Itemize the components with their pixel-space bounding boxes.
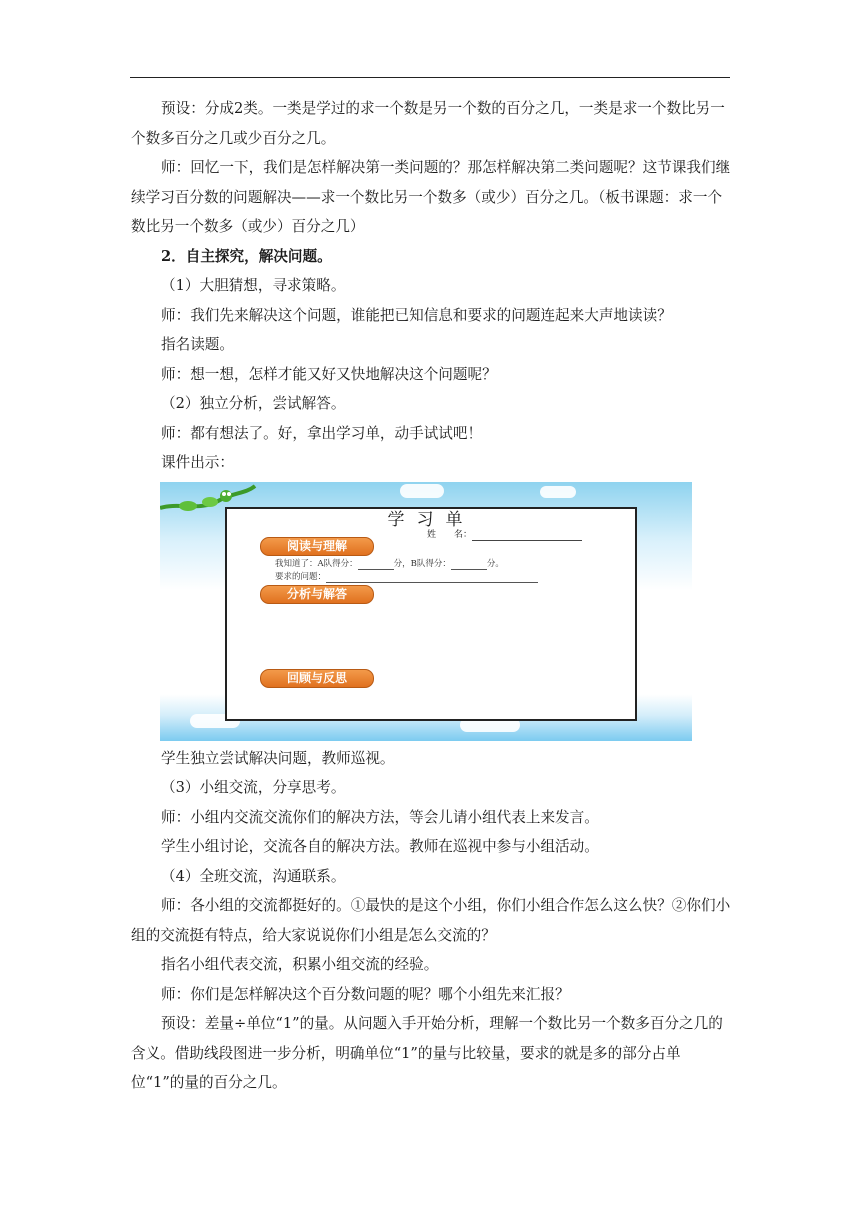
cloud-decoration	[400, 484, 444, 498]
paragraph: 师：小组内交流交流你们的解决方法，等会儿请小组代表上来发言。	[161, 808, 599, 826]
section-heading: 2．自主探究，解决问题。	[161, 247, 332, 265]
paragraph: （1）大胆猜想，寻求策略。	[161, 277, 346, 294]
paragraph: （3）小组交流，分享思考。	[161, 779, 346, 796]
review-reflection-badge: 回顾与反思	[260, 669, 374, 688]
paragraph: 师：我们先来解决这个问题，谁能把已知信息和要求的问题连起来大声地读读？	[161, 306, 672, 324]
paragraph: 指名读题。	[161, 336, 234, 353]
worksheet-slide-image	[160, 482, 692, 741]
paragraph: 师：你们是怎样解决这个百分数问题的呢？哪个小组先来汇报？	[161, 985, 570, 1003]
paragraph: 课件出示：	[161, 454, 234, 471]
worksheet-title: 学习单	[387, 509, 475, 530]
paragraph: 预设：分成2类。一类是学过的求一个数是另一个数的百分之几，一类是求一个数比另一个数多百分之几或少百分之几。	[131, 100, 725, 147]
paragraph: 师：都有想法了。好，拿出学习单，动手试试吧！	[161, 424, 483, 442]
reading-understanding-badge: 阅读与理解	[260, 537, 374, 556]
paragraph: 学生小组讨论，交流各自的解决方法。教师在巡视中参与小组活动。	[161, 838, 599, 855]
name-field	[427, 529, 582, 541]
question-line: 要求的问题：	[275, 572, 538, 583]
paragraph: （4）全班交流，沟通联系。	[161, 867, 346, 885]
paragraph: 师：各小组的交流都挺好的。①最快的是这个小组，你们小组合作怎么这么快？②你们小组的交流挺有特点，给大家说说你们小组是怎么交流的？	[131, 897, 731, 944]
analysis-answer-badge: 分析与解答	[260, 585, 374, 604]
paragraph: 师：想一想，怎样才能又好又快地解决这个问题呢？	[161, 365, 497, 383]
header-rule	[130, 77, 730, 78]
paragraph: （2）独立分析，尝试解答。	[161, 395, 346, 412]
paragraph: 师：回忆一下，我们是怎样解决第一类问题的？那怎样解决第二类问题呢？这节课我们继续学习百分数的问题解决——求一个数比另一个数多（或少）百分之几。（板书课题：求一个数比另一个数多（或少）百分之几）	[131, 159, 731, 235]
document-body	[131, 94, 731, 1098]
worksheet-card	[225, 507, 637, 721]
paragraph: 预设：差量÷单位“1”的量。从问题入手开始分析，理解一个数比另一个数多百分之几的含义。借助线段图进一步分析，明确单位“1”的量与比较量，要求的就是多的部分占单位“1”的量的百分之几。	[131, 1015, 723, 1091]
paragraph: 指名小组代表交流，积累小组交流的经验。	[161, 956, 439, 973]
known-info-line: 我知道了：A队得分： 分，B队得分： 分。	[275, 558, 504, 569]
name-blank	[472, 531, 582, 541]
paragraph: 学生独立尝试解决问题，教师巡视。	[161, 749, 395, 767]
cloud-decoration	[540, 486, 576, 498]
name-label: 姓 名：	[427, 529, 473, 540]
